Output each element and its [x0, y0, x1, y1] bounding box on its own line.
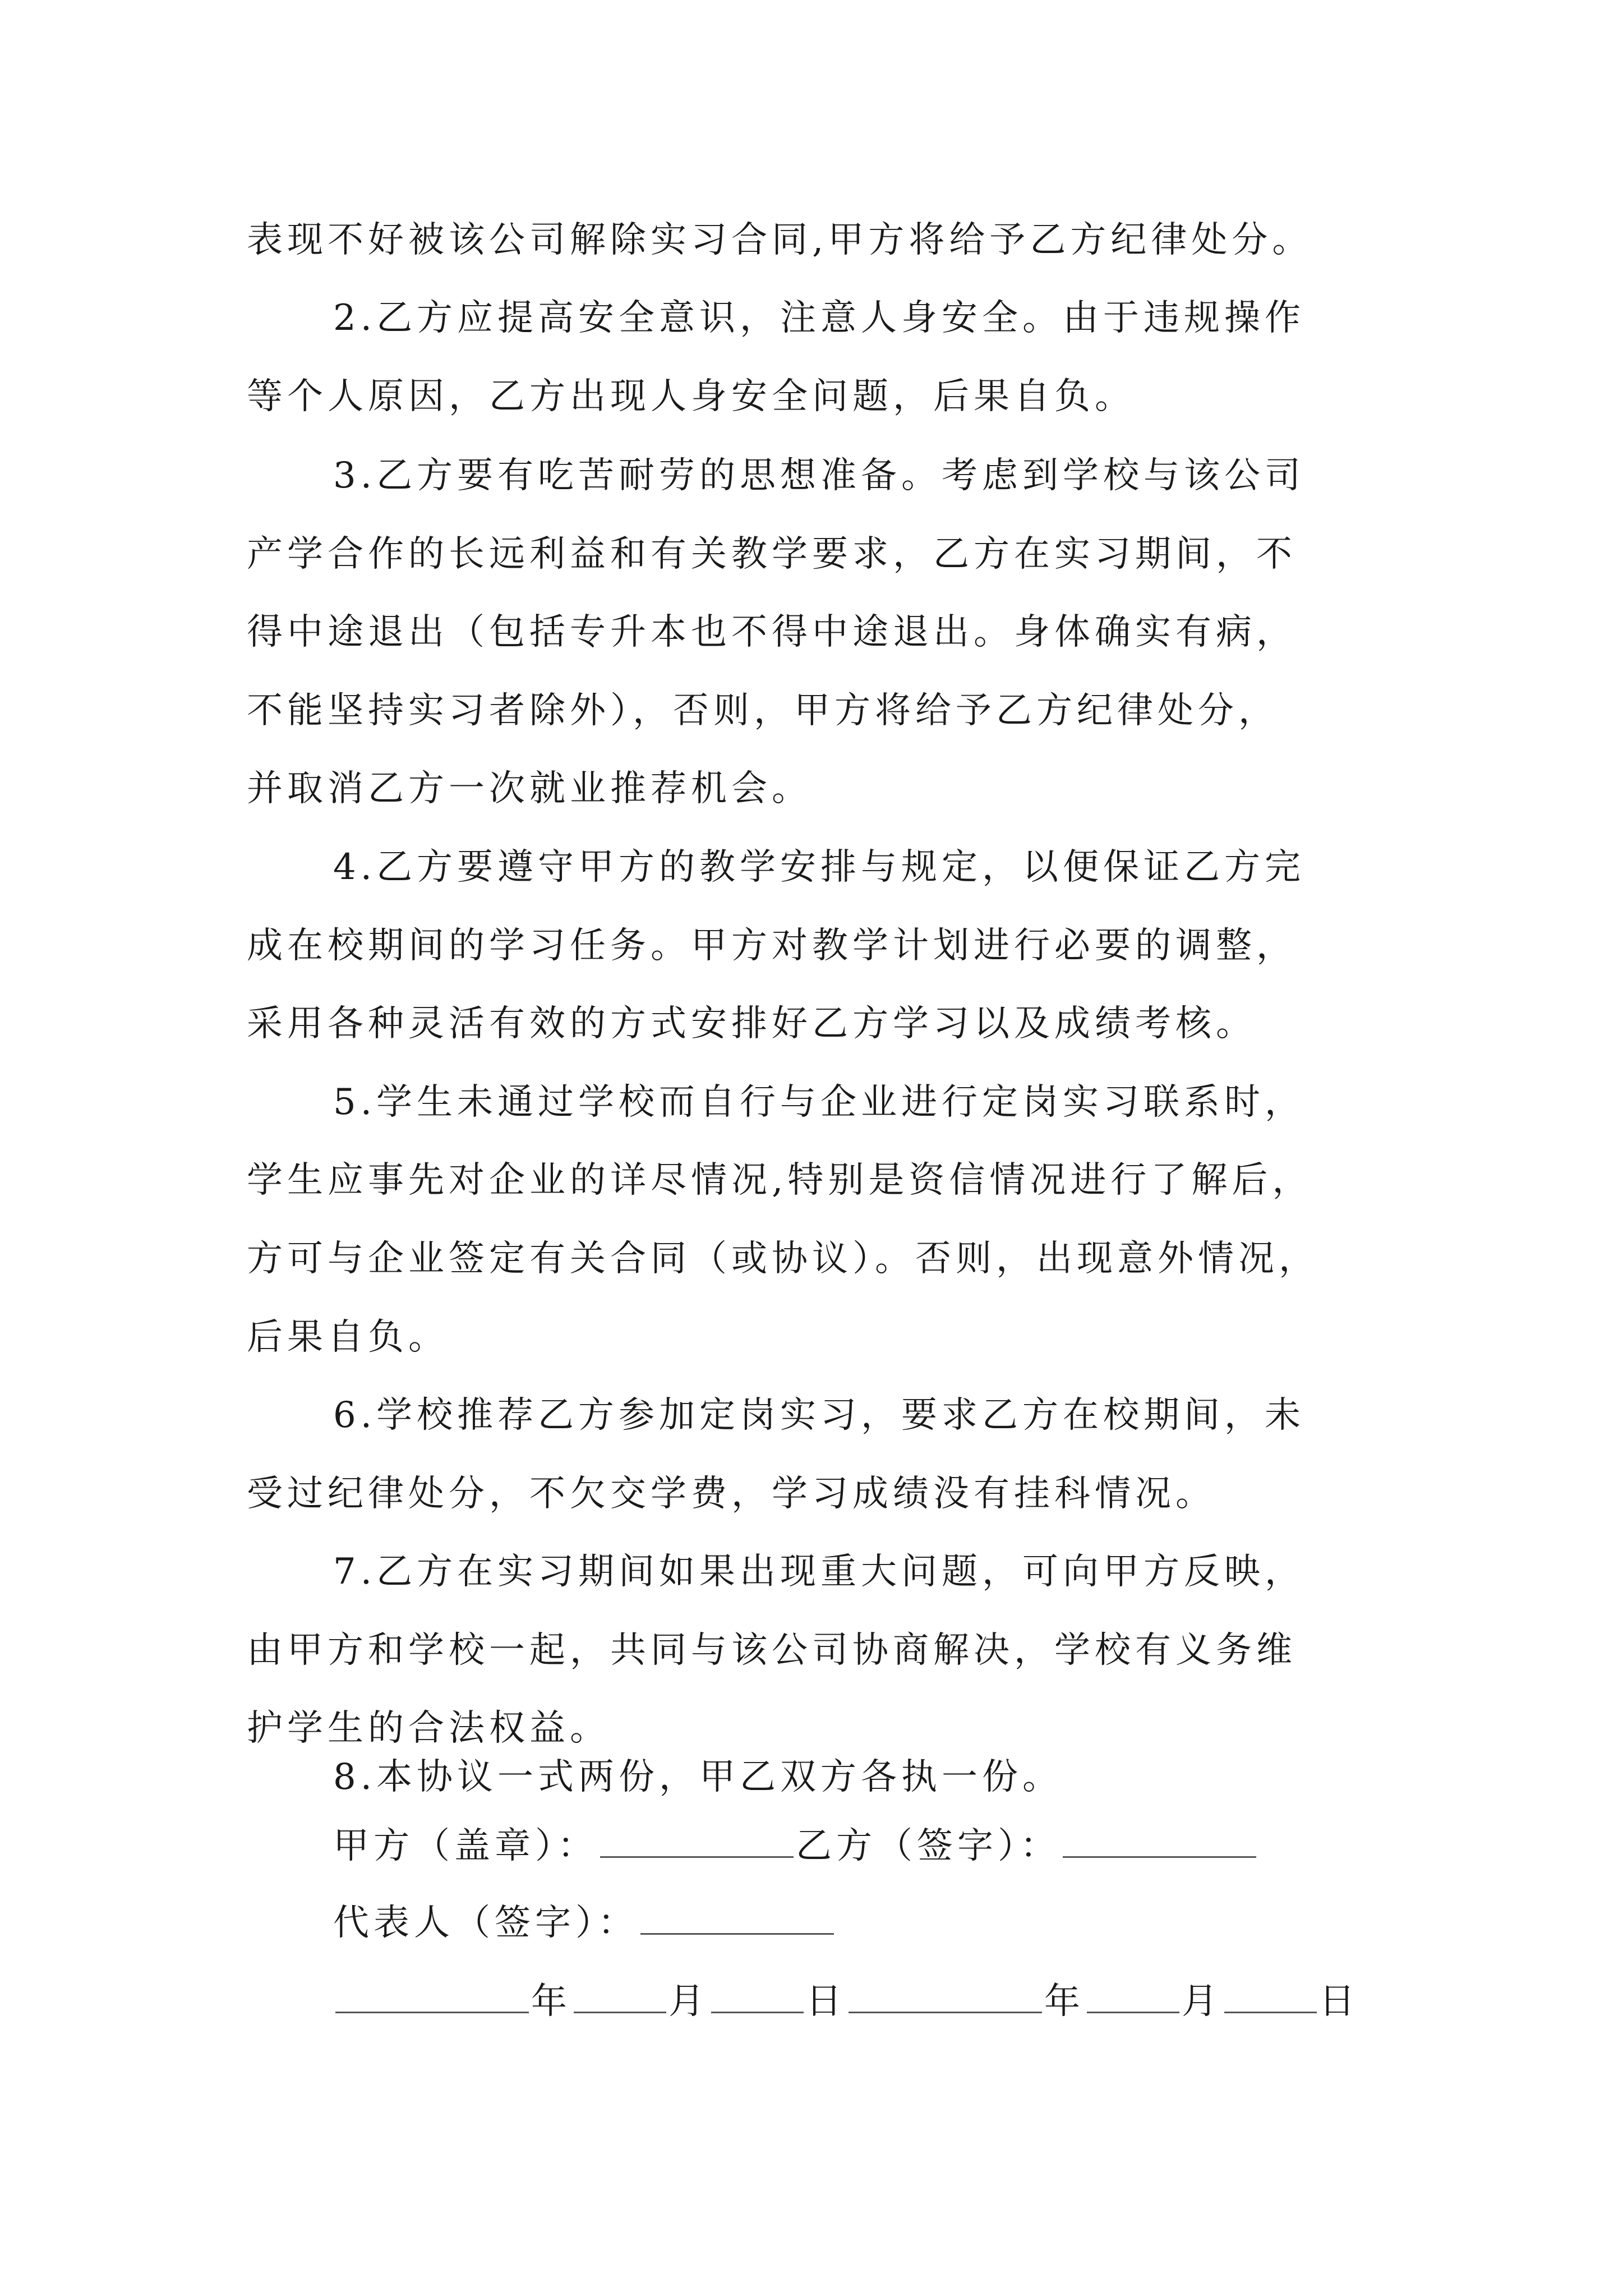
representative-signature-label: 代表人（签字）：: [333, 1902, 638, 1944]
paragraph-5-line-1: 5.学生未通过学校而自行与企业进行定岗实习联系时，: [333, 1082, 1306, 1123]
party-a-day-blank[interactable]: [711, 1978, 804, 2013]
signature-date-row: [333, 1975, 1359, 2028]
paragraph-3-line-3: 得中途退出（包括专升本也不得中途退出。身体确实有病，: [247, 611, 1297, 653]
paragraph-4-line-2: 成在校期间的学习任务。甲方对教学计划进行必要的调整，: [247, 925, 1297, 967]
party-a-seal-blank[interactable]: [600, 1823, 794, 1858]
paragraph-7-line-2: 由甲方和学校一起，共同与该公司协商解决，学校有义务维: [247, 1630, 1297, 1671]
party-a-month-label: 月: [668, 1981, 709, 2022]
party-b-month-label: 月: [1182, 1981, 1222, 2022]
paragraph-4-line-3: 采用各种灵活有效的方式安排好乙方学习以及成绩考核。: [247, 1003, 1256, 1045]
paragraph-3-line-2: 产学合作的长远利益和有关教学要求，乙方在实习期间，不: [247, 533, 1297, 575]
paragraph-3-line-4: 不能坚持实习者除外），否则，甲方将给予乙方纪律处分，: [247, 690, 1279, 731]
paragraph-6-line-2: 受过纪律处分，不欠交学费，学习成绩没有挂科情况。: [247, 1473, 1216, 1515]
paragraph-6-line-1: 6.学校推荐乙方参加定岗实习，要求乙方在校期间，未: [333, 1395, 1306, 1436]
signature-parties-row: [333, 1819, 1258, 1873]
paragraph-5-line-3: 方可与企业签定有关合同（或协议）。否则，出现意外情况，: [247, 1238, 1319, 1280]
party-b-day-label: 日: [1319, 1981, 1359, 2022]
party-b-year-blank[interactable]: [849, 1978, 1042, 2013]
paragraph-7-line-3: 护学生的合法权益。: [247, 1708, 610, 1749]
signature-representative-row: [333, 1896, 836, 1950]
party-a-year-blank[interactable]: [335, 1978, 529, 2013]
party-b-signature-blank[interactable]: [1063, 1823, 1256, 1858]
paragraph-5-line-2: 学生应事先对企业的详尽情况,特别是资信情况进行了解后，: [247, 1159, 1313, 1201]
party-a-day-label: 日: [806, 1981, 846, 2022]
party-a-month-blank[interactable]: [574, 1978, 666, 2013]
paragraph-4-line-1: 4.乙方要遵守甲方的教学安排与规定，以便保证乙方完: [333, 846, 1306, 888]
party-b-year-label: 年: [1044, 1981, 1085, 2022]
paragraph-3-line-1: 3.乙方要有吃苦耐劳的思想准备。考虑到学校与该公司: [333, 455, 1306, 496]
party-b-month-blank[interactable]: [1087, 1978, 1179, 2013]
paragraph-2-line-2: 等个人原因，乙方出现人身安全问题，后果自负。: [247, 376, 1135, 417]
paragraph-3-line-5: 并取消乙方一次就业推荐机会。: [247, 768, 812, 809]
paragraph-1-line-1: 表现不好被该公司解除实习合同,甲方将给予乙方纪律处分。: [247, 219, 1313, 261]
paragraph-5-line-4: 后果自负。: [247, 1317, 449, 1358]
party-a-year-label: 年: [531, 1981, 571, 2022]
paragraph-2-line-1: 2.乙方应提高安全意识，注意人身安全。由于违规操作: [333, 297, 1306, 339]
party-a-seal-label: 甲方（盖章）：: [333, 1825, 598, 1867]
paragraph-7-line-1: 7.乙方在实习期间如果出现重大问题，可向甲方反映，: [333, 1551, 1306, 1593]
paragraph-8-line-1: 8.本协议一式两份，甲乙双方各执一份。: [333, 1756, 1063, 1798]
representative-signature-blank[interactable]: [640, 1899, 834, 1935]
party-b-day-blank[interactable]: [1224, 1978, 1317, 2013]
party-b-signature-label: 乙方（签字）：: [796, 1825, 1061, 1867]
